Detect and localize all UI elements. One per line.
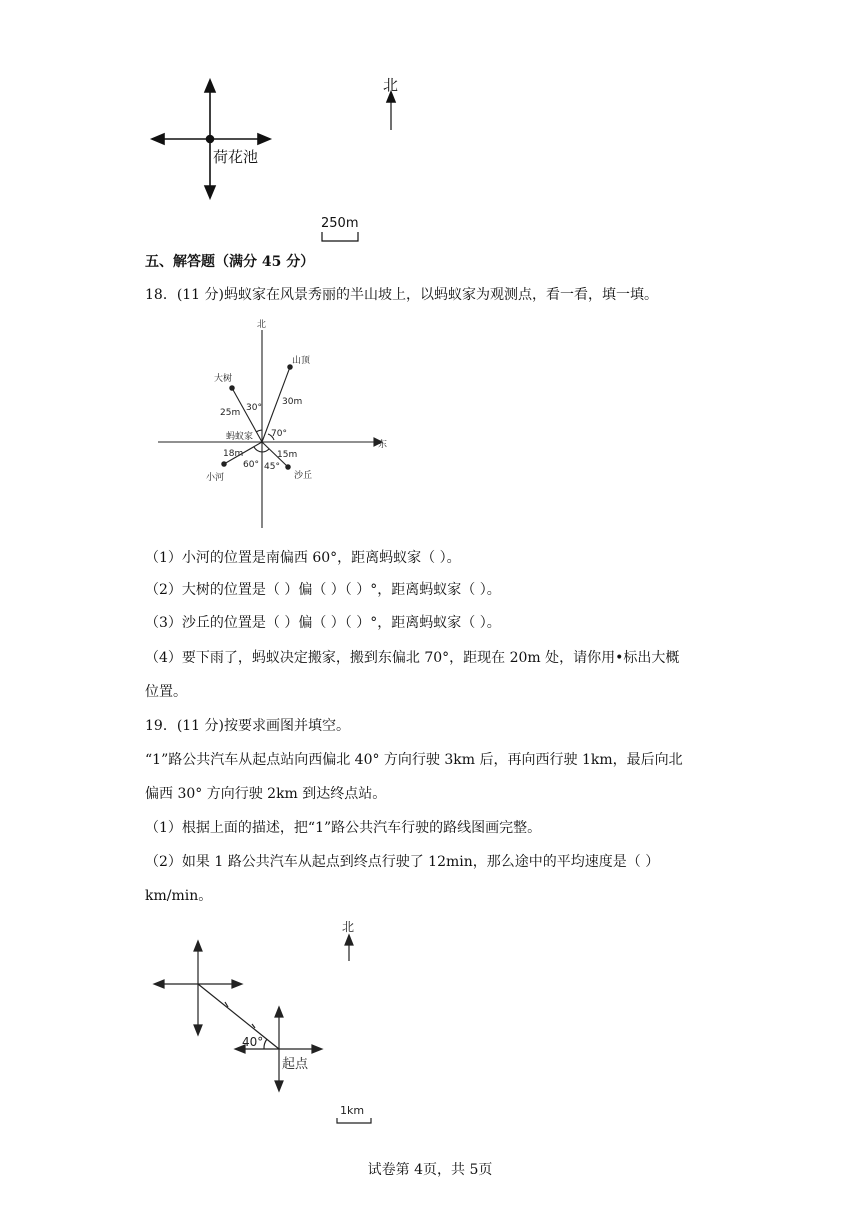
- angle-30: 30°: [246, 403, 262, 413]
- angle-60: 60°: [243, 460, 259, 470]
- q19-part2-line1: （2）如果 1 路公共汽车从起点到终点行驶了 12min，那么途中的平均速度是（ ）: [145, 854, 660, 870]
- north-label-top: 北: [383, 76, 399, 94]
- origin-label: 蚂蚁家: [226, 432, 254, 442]
- tree-label: 大树: [214, 374, 233, 384]
- start-label: 起点: [282, 1057, 309, 1072]
- angle-40-label: 40°: [242, 1035, 264, 1049]
- section-heading: 五、解答题（满分 45 分）: [145, 254, 315, 270]
- north-label-q18: 北: [257, 320, 267, 330]
- dune-distance: 15m: [277, 450, 298, 460]
- lotus-pond-label: 荷花池: [213, 148, 259, 166]
- tree-distance: 25m: [220, 408, 241, 418]
- scale-label-top: 250m: [321, 216, 359, 231]
- north-label-q19: 北: [342, 920, 355, 934]
- page-footer: 试卷第 4页，共 5页: [367, 1162, 493, 1178]
- east-label-q18: 东: [378, 440, 388, 450]
- angle-45: 45°: [264, 462, 280, 472]
- q19-stem: 19．(11 分)按要求画图并填空。: [145, 718, 351, 734]
- q19-part1: （1）根据上面的描述，把“1”路公共汽车行驶的路线图画完整。: [145, 820, 542, 836]
- q18-part2: （2）大树的位置是（ ）偏（ ）（ ）°，距离蚂蚁家（ ）。: [145, 582, 501, 598]
- q18-part3: （3）沙丘的位置是（ ）偏（ ）（ ）°，距离蚂蚁家（ ）。: [145, 615, 501, 631]
- lotus-pond-figure: [140, 70, 440, 250]
- mountain-label: 山顶: [292, 356, 311, 366]
- mountain-distance: 30m: [282, 397, 303, 407]
- scale-label-q19: 1km: [340, 1104, 365, 1117]
- q18-part1: （1）小河的位置是南偏西 60°，距离蚂蚁家（ ）。: [145, 550, 461, 566]
- q18-stem: 18．(11 分)蚂蚁家在风景秀丽的半山坡上，以蚂蚁家为观测点，看一看，填一填。: [145, 287, 659, 303]
- q19-part2-line2: km/min。: [145, 888, 213, 904]
- ant-home-diagram: [150, 312, 400, 532]
- q19-desc-line1: “1”路公共汽车从起点站向西偏北 40° 方向行驶 3km 后，再向西行驶 1km，最后向北: [145, 752, 683, 768]
- q18-part4-line2: 位置。: [145, 684, 187, 700]
- q19-desc-line2: 偏西 30° 方向行驶 2km 到达终点站。: [145, 786, 387, 802]
- q18-part4-line1: （4）要下雨了，蚂蚁决定搬家，搬到东偏北 70°，距现在 20m 处，请你用•标出大概: [145, 650, 680, 666]
- angle-70: 70°: [271, 429, 287, 439]
- river-distance: 18m: [223, 449, 244, 459]
- river-label: 小河: [206, 473, 225, 483]
- dune-label: 沙丘: [294, 471, 313, 481]
- bus-route-diagram: [150, 915, 390, 1125]
